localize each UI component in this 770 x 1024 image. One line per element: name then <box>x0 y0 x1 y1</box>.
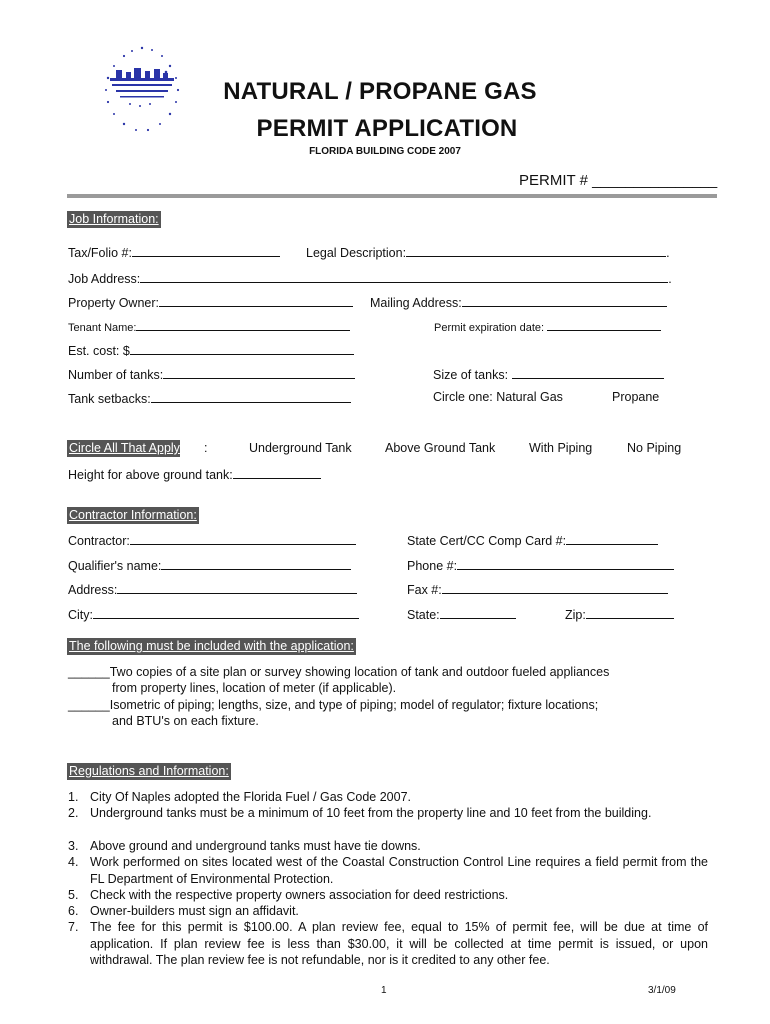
tenant-name-line[interactable] <box>136 319 350 331</box>
regulation-item <box>68 854 708 887</box>
regulation-num: 1. <box>68 790 79 804</box>
city-field[interactable] <box>68 606 359 622</box>
header-rule <box>67 194 717 198</box>
legal-desc-label: Legal Description: <box>306 246 407 260</box>
zip-field[interactable] <box>565 606 674 622</box>
fax-line[interactable] <box>442 581 668 594</box>
circle-one-propane[interactable]: Propane <box>612 390 660 404</box>
zip-line[interactable] <box>586 606 674 619</box>
state-cert-line[interactable] <box>566 532 658 545</box>
state-line[interactable] <box>440 606 516 619</box>
requirement-1-blank[interactable]: ______ <box>68 665 110 679</box>
job-address-line[interactable] <box>140 270 668 283</box>
circle-one-natural-gas[interactable]: Circle one: Natural Gas <box>433 390 563 404</box>
regulation-item <box>68 887 708 904</box>
option-underground-tank[interactable]: Underground Tank <box>249 441 352 455</box>
mailing-address-label: Mailing Address: <box>370 296 462 310</box>
legal-desc-field[interactable] <box>306 244 670 260</box>
phone-label: Phone #: <box>407 559 458 573</box>
regulation-text: Above ground and underground tanks must have tie downs. <box>90 839 421 853</box>
tank-setbacks-field[interactable] <box>68 390 351 406</box>
state-field[interactable] <box>407 606 516 622</box>
option-no-piping[interactable]: No Piping <box>627 441 682 455</box>
height-label: Height for above ground tank: <box>68 468 233 482</box>
tank-setbacks-line[interactable] <box>151 390 351 403</box>
regulation-item <box>68 903 708 920</box>
regulation-text: Owner-builders must sign an affidavit. <box>90 904 299 918</box>
permit-number-label: PERMIT # _______________ <box>519 172 718 189</box>
requirement-2-line1: Isometric of piping; lengths, size, and type of piping; model of regulator; fixture locations; <box>109 698 599 712</box>
regulation-num: 6. <box>68 904 79 918</box>
height-line[interactable] <box>233 466 321 479</box>
revision-date: 3/1/09 <box>648 985 676 996</box>
title-line2: PERMIT APPLICATION <box>256 115 518 142</box>
regulation-item <box>68 919 708 969</box>
city-label: City: <box>68 608 93 622</box>
requirements-header: The following must be included with the application: <box>69 639 354 653</box>
property-owner-field[interactable] <box>68 294 353 310</box>
job-address-label: Job Address: <box>68 272 141 286</box>
option-above-ground-tank[interactable]: Above Ground Tank <box>385 441 496 455</box>
contractor-info-header: Contractor Information: <box>69 508 197 522</box>
circle-all-header: Circle All That Apply <box>69 441 180 455</box>
phone-field[interactable] <box>407 557 674 573</box>
zip-label: Zip: <box>565 608 586 622</box>
tenant-name-label: Tenant Name: <box>68 322 137 334</box>
mailing-address-line[interactable] <box>462 294 667 307</box>
qualifier-line[interactable] <box>161 557 351 570</box>
est-cost-line[interactable] <box>130 342 354 355</box>
contractor-label: Contractor: <box>68 534 130 548</box>
permit-expiration-label: Permit expiration date: <box>434 322 545 334</box>
regulation-text: Underground tanks must be a minimum of 10 feet from the property line and 10 feet from the building. <box>90 806 652 820</box>
num-tanks-line[interactable] <box>163 366 355 379</box>
est-cost-label: Est. cost: $ <box>68 344 130 358</box>
regulations-header: Regulations and Information: <box>69 764 229 778</box>
job-address-field[interactable] <box>68 270 672 286</box>
requirement-2-line2: and BTU's on each fixture. <box>112 714 259 728</box>
address-field[interactable] <box>68 581 357 597</box>
requirement-item-2 <box>68 698 598 712</box>
city-line[interactable] <box>93 606 359 619</box>
regulation-num: 3. <box>68 839 79 853</box>
permit-expiration-line[interactable] <box>547 319 661 331</box>
requirement-1-line1: Two copies of a site plan or survey showing location of tank and outdoor fueled appliances <box>109 665 610 679</box>
period-1: . <box>666 246 670 260</box>
regulation-num: 4. <box>68 855 79 869</box>
fax-field[interactable] <box>407 581 668 597</box>
period-2: . <box>668 272 672 286</box>
circle-all-colon: : <box>204 441 208 455</box>
size-tanks-field[interactable] <box>433 366 664 382</box>
option-with-piping[interactable]: With Piping <box>529 441 593 455</box>
size-tanks-line[interactable] <box>512 366 664 379</box>
contractor-line[interactable] <box>130 532 356 545</box>
state-label: State: <box>407 608 440 622</box>
job-info-header: Job Information: <box>69 212 159 226</box>
num-tanks-label: Number of tanks: <box>68 368 164 382</box>
legal-desc-line[interactable] <box>406 244 666 257</box>
qualifier-field[interactable] <box>68 557 351 573</box>
page-number: 1 <box>381 985 387 996</box>
regulation-text: The fee for this permit is $100.00. A plan review fee, equal to 15% of permit fee, will be due at time of application. If plan review fee is less than $30.00, it will be collected at time permit is issued, or upon withdrawal. The plan review fee is not refundable, nor is it credited to any other fee. <box>90 920 708 967</box>
phone-line[interactable] <box>457 557 674 570</box>
code-subtitle: FLORIDA BUILDING CODE 2007 <box>309 146 461 157</box>
regulation-item <box>68 789 708 806</box>
requirement-1-line2: from property lines, location of meter (if applicable). <box>112 681 397 695</box>
state-cert-label: State Cert/CC Comp Card #: <box>407 534 567 548</box>
tax-folio-field[interactable] <box>68 244 280 260</box>
property-owner-label: Property Owner: <box>68 296 160 310</box>
regulation-text: Work performed on sites located west of the Coastal Construction Control Line requires a field permit from the FL Department of Environmental Protection. <box>90 855 708 886</box>
state-cert-field[interactable] <box>407 532 658 548</box>
title-line1: NATURAL / PROPANE GAS <box>223 78 537 105</box>
regulation-item <box>68 805 708 822</box>
size-tanks-label: Size of tanks: <box>433 368 509 382</box>
num-tanks-field[interactable] <box>68 366 355 382</box>
tank-setbacks-label: Tank setbacks: <box>68 392 151 406</box>
height-field[interactable] <box>68 466 321 482</box>
requirement-2-blank[interactable]: ______ <box>68 698 110 712</box>
property-owner-line[interactable] <box>159 294 353 307</box>
regulation-item <box>68 838 708 855</box>
mailing-address-field[interactable] <box>370 294 667 310</box>
regulation-text: City Of Naples adopted the Florida Fuel / Gas Code 2007. <box>90 790 412 804</box>
regulation-num: 2. <box>68 806 79 820</box>
tax-folio-line[interactable] <box>132 244 280 257</box>
permit-expiration-field[interactable] <box>434 319 661 334</box>
contractor-field[interactable] <box>68 532 356 548</box>
regulation-num: 7. <box>68 920 79 934</box>
regulation-num: 5. <box>68 888 79 902</box>
fax-label: Fax #: <box>407 583 442 597</box>
address-label: Address: <box>68 583 118 597</box>
est-cost-field[interactable] <box>68 342 354 358</box>
tax-folio-label: Tax/Folio #: <box>68 246 132 260</box>
address-line[interactable] <box>117 581 357 594</box>
qualifier-label: Qualifier's name: <box>68 559 162 573</box>
tenant-name-field[interactable] <box>68 319 350 334</box>
regulation-text: Check with the respective property owners association for deed restrictions. <box>90 888 509 902</box>
requirement-item-1 <box>68 665 609 679</box>
